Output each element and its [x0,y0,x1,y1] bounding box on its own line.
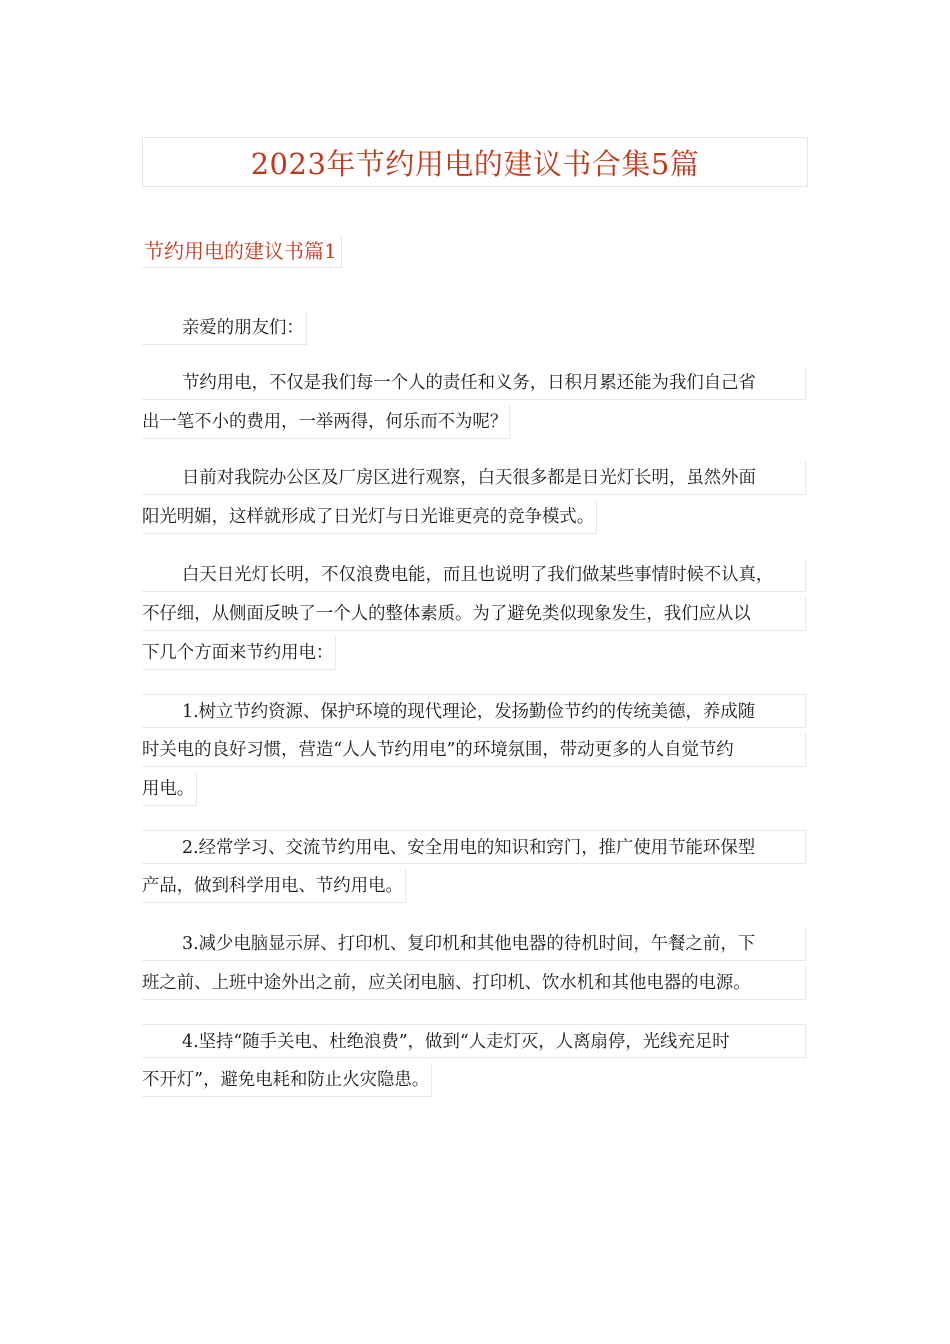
list-item-line: 1.树立节约资源、保护环境的现代理论，发扬勤俭节约的传统美德，养成随 [142,694,806,728]
list-item-line: 用电。 [142,772,197,806]
list-item-line: 时关电的良好习惯，营造“人人节约用电”的环境氛围，带动更多的人自觉节约 [142,733,806,767]
paragraph-line: 出一笔不小的费用，一举两得，何乐而不为呢？ [142,405,510,439]
list-item-line: 产品，做到科学用电、节约用电。 [142,869,406,903]
section-heading: 节约用电的建议书篇1 [142,236,342,268]
paragraph-line: 节约用电，不仅是我们每一个人的责任和义务，日积月累还能为我们自己省 [142,366,806,400]
list-item-line: 班之前、上班中途外出之前，应关闭电脑、打印机、饮水机和其他电器的电源。 [142,966,806,1000]
list-item-line: 2.经常学习、交流节约用电、安全用电的知识和窍门，推广使用节能环保型 [142,830,806,864]
paragraph-line: 阳光明媚，这样就形成了日光灯与日光谁更亮的竞争模式。 [142,500,597,534]
greeting-line: 亲爱的朋友们： [142,311,307,345]
paragraph-line: 白天日光灯长明，不仅浪费电能，而且也说明了我们做某些事情时候不认真， [142,558,806,592]
title-frame [142,137,808,187]
paragraph-line: 日前对我院办公区及厂房区进行观察，白天很多都是日光灯长明，虽然外面 [142,461,806,495]
document-title: 2023年节约用电的建议书合集5篇 [250,146,700,181]
list-item-line: 4.坚持“随手关电、杜绝浪费”，做到“人走灯灭，人离扇停，光线充足时 [142,1024,806,1058]
list-item-line: 3.减少电脑显示屏、打印机、复印机和其他电器的待机时间，午餐之前，下 [142,927,806,961]
paragraph-line: 不仔细，从侧面反映了一个人的整体素质。为了避免类似现象发生，我们应从以 [142,597,806,631]
list-item-line: 不开灯”，避免电耗和防止火灾隐患。 [142,1063,432,1097]
paragraph-line: 下几个方面来节约用电： [142,636,336,670]
